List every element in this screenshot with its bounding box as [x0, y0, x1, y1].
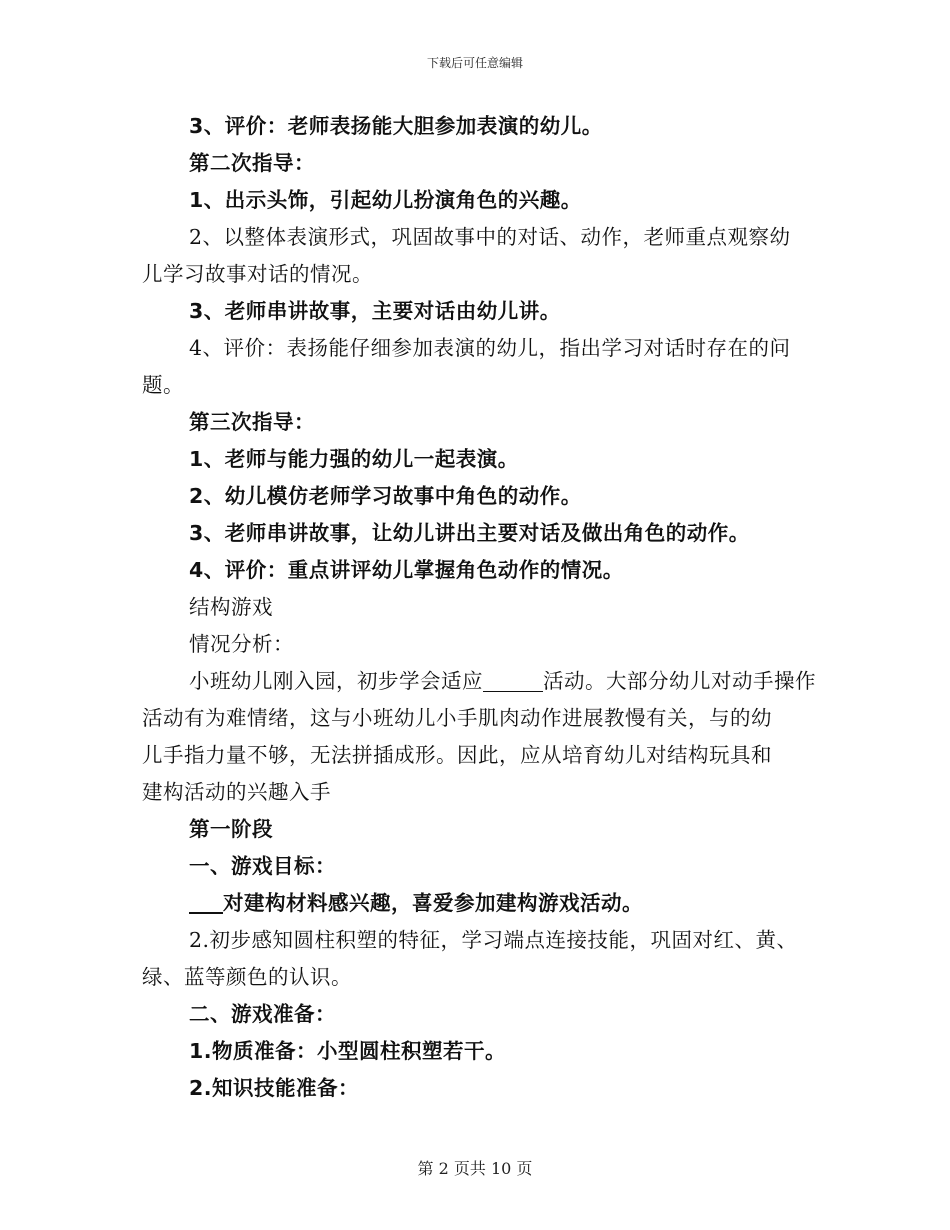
text-line: 1、老师与能力强的幼儿一起表演。 [189, 447, 519, 471]
text-line: 3、评价：老师表扬能大胆参加表演的幼儿。 [189, 114, 603, 138]
text-line: 3、老师串讲故事，让幼儿讲出主要对话及做出角色的动作。 [189, 521, 750, 545]
section-heading: 一、游戏目标： [189, 854, 336, 878]
section-heading: 第二次指导： [189, 151, 315, 175]
section-heading: 第一阶段 [189, 817, 273, 841]
page-header: 下载后可任意编辑 [426, 56, 523, 70]
paragraph-line: 儿手指力量不够，无法拼插成形。因此，应从培育幼儿对结构玩具和 [142, 743, 772, 767]
text-line: 儿学习故事对话的情况。 [142, 262, 373, 286]
text-line: 1.物质准备：小型圆柱积塑若干。 [189, 1039, 507, 1063]
paragraph-text: 活动。大部分幼儿对动手操作 [543, 669, 816, 693]
paragraph-text: 小班幼儿刚入园，初步学会适应 [189, 669, 483, 693]
text-line [142, 885, 814, 922]
text-line: 2.初步感知圆柱积塑的特征，学习端点连接技能，巩固对红、黄、 [189, 928, 798, 952]
text-line: 4、评价：表扬能仔细参加表演的幼儿，指出学习对话时存在的问 [189, 336, 791, 360]
text-fragment: 对建构材料感兴趣，喜爱参加建构游戏活动。 [223, 891, 643, 915]
text-line: 1、出示头饰，引起幼儿扮演角色的兴趣。 [189, 188, 582, 212]
text-line: 题。 [142, 373, 184, 397]
page-footer: 第 2 页共 10 页 [417, 1159, 533, 1178]
fill-blank [483, 671, 543, 692]
fill-blank [189, 892, 223, 914]
section-heading: 第三次指导： [189, 410, 315, 434]
paragraph-line: 活动有为难情绪，这与小班幼儿小手肌肉动作进展教慢有关，与的幼 [142, 706, 772, 730]
paragraph-line [142, 663, 814, 700]
text-line: 3、老师串讲故事，主要对话由幼儿讲。 [189, 299, 561, 323]
text-line: 2、幼儿模仿老师学习故事中角色的动作。 [189, 484, 582, 508]
text-line: 2.知识技能准备： [189, 1076, 360, 1100]
text-line: 2、以整体表演形式，巩固故事中的对话、动作，老师重点观察幼 [189, 225, 791, 249]
text-line: 情况分析： [189, 632, 294, 656]
text-line: 4、评价：重点讲评幼儿掌握角色动作的情况。 [189, 558, 624, 582]
section-heading: 二、游戏准备： [189, 1002, 336, 1026]
document-body [142, 108, 814, 1107]
section-heading: 结构游戏 [189, 595, 273, 619]
text-line: 绿、蓝等颜色的认识。 [142, 965, 352, 989]
paragraph-line: 建构活动的兴趣入手 [142, 780, 331, 804]
